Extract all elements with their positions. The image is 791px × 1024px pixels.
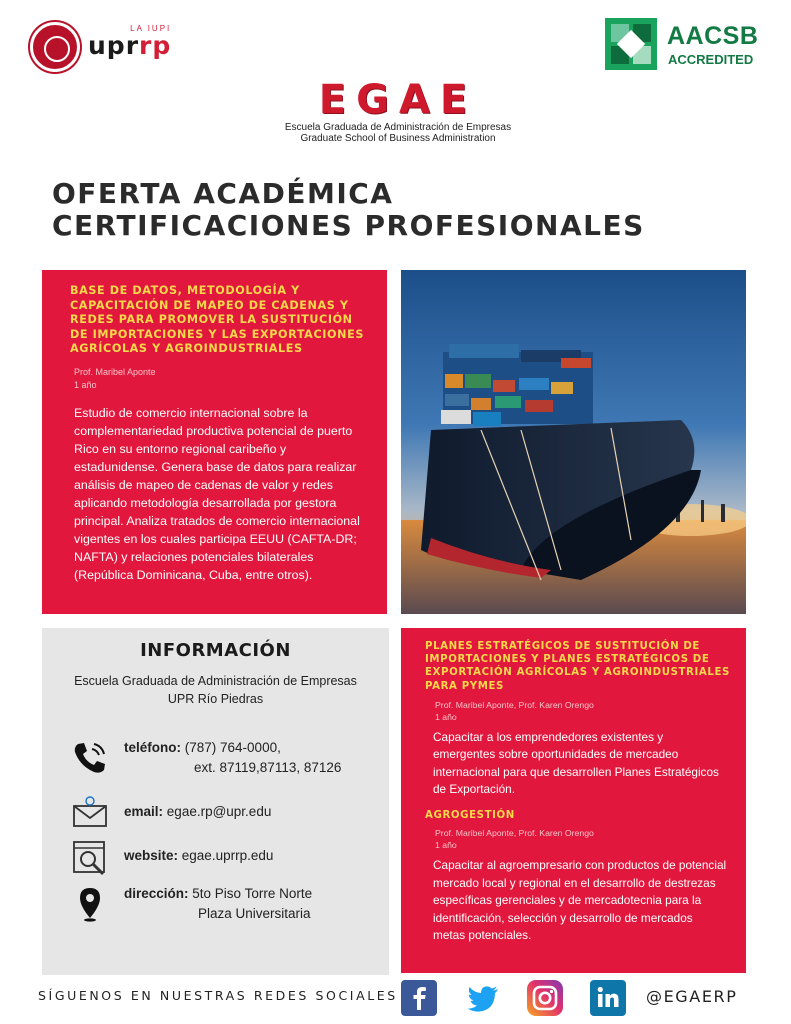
course-title-agrogestion: AGROGESTIÓN (425, 810, 515, 822)
info-org-line2: UPR Río Piedras (167, 692, 264, 706)
phone-number[interactable]: (787) 764-0000, (184, 740, 281, 755)
course-description: Capacitar al agroempresario con productos de potencial mercado local y regional en el desarrollo de destrezas específicas gerenciales y de mercadotecnia para la identificación, selección y desarrollo de mercados metas potenciales. (433, 858, 727, 943)
info-address-text (124, 884, 312, 924)
course-card-database (42, 270, 387, 614)
info-email-row (70, 794, 380, 830)
aacsb-name: AACSB (667, 22, 759, 50)
info-organization (42, 672, 389, 708)
info-email-text (124, 802, 271, 822)
website-icon (70, 838, 110, 878)
professor-name: Prof. Maribel Aponte, Prof. Karen Orengo (435, 828, 594, 839)
course-duration: 1 año (74, 379, 97, 390)
address-line1: 5to Piso Torre Norte (192, 886, 313, 901)
address-line2: Plaza Universitaria (198, 906, 311, 921)
email-label: email: (124, 804, 164, 819)
info-phone-text (124, 738, 341, 778)
uprrp-tagline: LA IUPI (130, 24, 172, 33)
course-description: Estudio de comercio internacional sobre la complementariedad productiva potencial de puerto Rico en su entorno regional caribeño y estadunidense. Genera base de datos para realizar análisis de mapeo de cadenas de valor y redes aplicando metodología desarrollada por gestora principal. Analiza tratados de comercio internacional vigentes en los cuales participa EEUU (CAFTA-DR; NAFTA) y relaciones potenciales bilaterales (República Dominicana, Cuba, entre otros). (74, 405, 360, 582)
information-panel (42, 628, 389, 975)
uprrp-logo-part2: rp (139, 31, 172, 60)
facebook-icon[interactable] (401, 980, 437, 1016)
info-title: INFORMACIÓN (140, 640, 291, 661)
linkedin-icon[interactable] (590, 980, 626, 1016)
course-professor (425, 827, 734, 851)
course-professor (425, 699, 734, 723)
info-address-row (70, 884, 380, 928)
website-url[interactable]: egae.uprrp.edu (181, 848, 274, 863)
course-description: Capacitar a los emprendedores existentes y emergentes sobre oportunidades de mercadeo internacional para que desarrollen Planes Estratégicos de Exportación. (433, 729, 719, 797)
professor-name: Prof. Maribel Aponte (74, 366, 156, 377)
course-duration: 1 año (435, 711, 457, 722)
info-phone-row (70, 738, 380, 782)
uprrp-logo-part1: upr (88, 31, 140, 60)
email-icon (70, 794, 110, 834)
phone-extensions: ext. 87119,87113, 87126 (194, 760, 342, 775)
social-handle[interactable]: @EGAERP (646, 987, 738, 1006)
twitter-icon[interactable] (465, 980, 501, 1016)
cargo-ship-photo (401, 270, 746, 614)
info-org-line1: Escuela Graduada de Administración de Empresas (74, 674, 357, 688)
egae-logo (268, 77, 528, 146)
aacsb-logo-icon (605, 18, 657, 70)
course-title: BASE DE DATOS, METODOLOGÍA Y CAPACITACIÓN DE MAPEO DE CADENAS Y REDES PARA PROMOVER LA SUSTITUCIÓN DE IMPORTACIONES Y LAS EXPORTACIONES AGRÍCOLAS Y AGROINDUSTRIALES (70, 284, 364, 355)
course-card-strategic-plans (401, 628, 746, 973)
egae-wordmark: EGAE (318, 77, 478, 123)
phone-icon (70, 738, 110, 778)
address-label: dirección: (124, 886, 189, 901)
egae-subtitle-es: Escuela Graduada de Administración de Empresas (284, 122, 512, 133)
aacsb-logo (605, 18, 765, 72)
instagram-icon[interactable] (527, 980, 563, 1016)
uprrp-logo (88, 24, 172, 60)
info-website-text (124, 846, 273, 866)
course-title: PLANES ESTRATÉGICOS DE SUSTITUCIÓN DE IMPORTACIONES Y PLANES ESTRATÉGICOS DE EXPORTACIÓN AGRÍCOLAS Y AGROINDUSTRIALES PARA PYMES (425, 641, 730, 692)
website-label: website: (124, 848, 179, 863)
headline-line1: OFERTA ACADÉMICA (52, 177, 394, 210)
info-website-row (70, 838, 380, 878)
headline-line2: CERTIFICACIONES PROFESIONALES (52, 209, 645, 242)
aacsb-status: ACCREDITED (668, 52, 754, 67)
email-address[interactable]: egae.rp@upr.edu (166, 804, 272, 819)
university-seal-icon (30, 22, 80, 72)
course-duration: 1 año (435, 840, 457, 851)
course-professor (70, 366, 371, 392)
location-pin-icon (70, 884, 110, 924)
follow-us-text: SÍGUENOS EN NUESTRAS REDES SOCIALES (38, 988, 398, 1003)
professor-name: Prof. Maribel Aponte, Prof. Karen Orengo (435, 699, 594, 710)
page-headline (52, 178, 645, 242)
egae-subtitle-en: Graduate School of Business Administration (300, 133, 496, 144)
phone-label: teléfono: (124, 740, 181, 755)
